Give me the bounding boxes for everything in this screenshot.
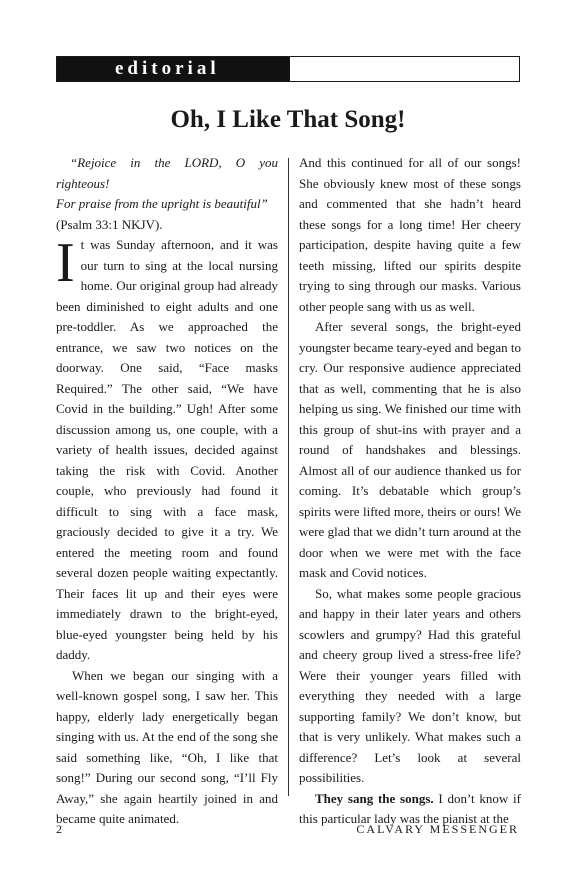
article-title: Oh, I Like That Song! — [170, 106, 406, 133]
epigraph-line-2: For praise from the upright is beautiful” — [56, 196, 268, 211]
column-divider — [288, 158, 289, 796]
paragraph-1-text: t was Sunday afternoon, and it was our turn to sing at the local nursing home. Our original group had already been diminished to eight adults and one pre-toddler. As we approached the entrance, we saw two notices on the doorway. One said, “Face masks Required.” The other said, “We have Covid in the building.” Ugh! After some discussion among us, one couple, with a variety of health issues, decided against taking the risk with Covid. Another couple, who previously had found it difficult to sing with a face mask, graciously decided to give it a try. We entered the meeting room and found several dozen people waiting expectantly. Their faces lit up and their eyes were immediately drawn to the bright-eyed, blue-eyed youngster being held by his daddy. — [56, 237, 278, 662]
paragraph-6-text: I don’t know if this particular lady was the pianist at the — [299, 790, 521, 826]
epigraph-reference: (Psalm 33:1 NKJV). — [56, 216, 163, 232]
drop-cap: I — [56, 232, 75, 294]
right-column — [299, 153, 521, 830]
paragraph-4: After several songs, the bright-eyed youngster became teary-eyed and began to cry. Our responsive audience appreciated that as well, commenting that he is also helping us sing. We finished our time with this group of shut-ins with prayer and a round of handshakes and blessings. Almost all of our audience thanked us for coming. It’s debatable which group’s spirits were lifted more, theirs or ours! We were glad that we didn’t turn around at the door when we were met with the face mask and Covid notices. — [299, 319, 521, 580]
paragraph-5: So, what makes some people gracious and happy in their later years and others scowlers and grumpy? Had this grateful and cheery group lived a stress-free life? Were their younger years filled with everything they needed with a large supporting family? We don’t know, but that is very unlikely. What makes such a difference? Let’s look at several possibilities. — [299, 585, 521, 785]
left-column — [56, 153, 278, 830]
paragraph-3: And this continued for all of our songs! She obviously knew most of these songs and commented that she hadn’t heard these songs for a long time! Her cheery participation, despite having quite a few teeth missing, lifted our spirits despite trying to sing through our masks. Various other people sang with us as well. — [299, 155, 521, 314]
epigraph — [56, 153, 278, 235]
section-banner — [56, 56, 520, 82]
paragraph-6-lead: They sang the songs. — [315, 790, 434, 806]
paragraph-2: When we began our singing with a well-known gospel song, I saw her. This happy, elderly lady energetically began singing with us. At the end of the song she said something like, “Oh, I like that song!” During our second song, “I’ll Fly Away,” she again heartily joined in and became quite animated. — [56, 667, 278, 826]
section-label: editorial — [115, 58, 220, 79]
epigraph-line-1: “Rejoice in the LORD, O you righteous! — [56, 155, 278, 191]
page-number: 2 — [56, 822, 62, 836]
magazine-name: CALVARY MESSENGER — [356, 822, 519, 836]
paragraph-1 — [56, 232, 278, 666]
